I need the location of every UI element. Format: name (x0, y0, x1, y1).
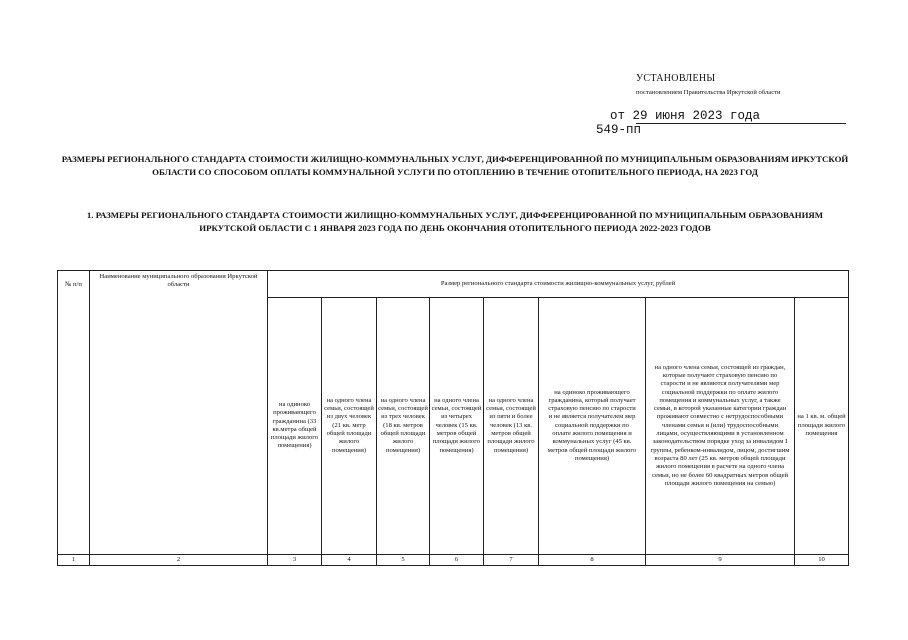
decree-label: постановлением Правительства Иркутской области (636, 89, 781, 96)
subheader-col-10: на 1 кв. м. общей площади жилого помещения (795, 298, 849, 555)
subheader-col-6: на одного члена семьи, состоящей из четырех человек (15 кв. метров общей площади жилого помещения) (430, 298, 484, 555)
approved-label: УСТАНОВЛЕНЫ (636, 73, 716, 84)
subheader-col-7: на одного члена семьи, состоящей из пяти и более человек (13 кв. метров общей площади жилого помещения) (484, 298, 539, 555)
index-cell: 8 (539, 554, 646, 565)
index-cell: 1 (58, 554, 90, 565)
header-standard-size-group: Размер регионального стандарта стоимости жилищно-коммунальных услуг, рублей (268, 271, 849, 298)
main-title: РАЗМЕРЫ РЕГИОНАЛЬНОГО СТАНДАРТА СТОИМОСТИ ЖИЛИЩНО-КОММУНАЛЬНЫХ УСЛУГ, ДИФФЕРЕНЦИРОВАННОЙ ПО МУНИЦИПАЛЬНЫМ ОБРАЗОВАНИЯМ ИРКУТСКОЙ ОБЛАСТИ СО СПОСОБОМ ОПЛАТЫ КОММУНАЛЬНОЙ УСЛУГИ ПО ОТОПЛЕНИЮ В ТЕЧЕНИЕ ОТОПИТЕЛЬНОГО ПЕРИОДА, НА 2023 ГОД (61, 154, 849, 177)
index-cell: 9 (646, 554, 795, 565)
subheader-col-5: на одного члена семьи, состоящей из трех человек (18 кв. метров общей площади жилого помещения) (377, 298, 430, 555)
subheader-col-9: на одного члена семьи, состоящей из граждан, которые получают страховую пенсию по старости и не являются получателями мер социальной поддержки по оплате жилого помещения и коммунальных услуг, а также семьи, в которой указанные категории граждан проживают совместно с нетрудоспособными членами семьи и (или) трудоспособными лицами, осуществляющими в установленном законодательством порядке уход за инвалидом I группы, ребенком-инвалидом, лицом, достигшим возраста 80 лет (25 кв. метров общей площади жилого помещения в расчете на одного члена семьи, но не более 60 квадратных метров общей площади жилого помещения на семью) (646, 298, 795, 555)
column-index-row (58, 554, 849, 565)
header-municipality-column: Наименование муниципального образования Иркутской области (90, 271, 268, 555)
subheader-col-8: на одиноко проживающего гражданина, который получает страховую пенсию по старости и не является получателем мер социальной поддержки по оплате жилого помещения и коммунальных услуг (45 кв. метров общей площади жилого помещения) (539, 298, 646, 555)
index-cell: 10 (795, 554, 849, 565)
subheader-col-4: на одного члена семьи, состоящей из двух человек (21 кв. метр общей площади жилого помещения) (322, 298, 377, 555)
index-cell: 7 (484, 554, 539, 565)
header-number-column: № п/п (58, 271, 90, 555)
index-cell: 3 (268, 554, 322, 565)
subheader-col-3: на одиноко проживающего гражданина (33 кв.метра общей площади жилого помещения) (268, 298, 322, 555)
decree-number: 549-пп (596, 123, 642, 137)
index-cell: 5 (377, 554, 430, 565)
section-title: 1. РАЗМЕРЫ РЕГИОНАЛЬНОГО СТАНДАРТА СТОИМОСТИ ЖИЛИЩНО-КОММУНАЛЬНЫХ УСЛУГ, ДИФФЕРЕНЦИРОВАННОЙ ПО МУНИЦИПАЛЬНЫМ ОБРАЗОВАНИЯМ ИРКУТСКОЙ ОБЛАСТИ С 1 ЯНВАРЯ 2023 ГОДА ПО ДЕНЬ ОКОНЧАНИЯ ОТОПИТЕЛЬНОГО ПЕРИОДА 2022-2023 ГОДОВ (86, 210, 824, 233)
standards-table (57, 270, 849, 566)
decree-date: от 29 июня 2023 года (610, 109, 761, 123)
index-cell: 4 (322, 554, 377, 565)
date-underline (636, 123, 846, 124)
index-cell: 6 (430, 554, 484, 565)
index-cell: 2 (90, 554, 268, 565)
